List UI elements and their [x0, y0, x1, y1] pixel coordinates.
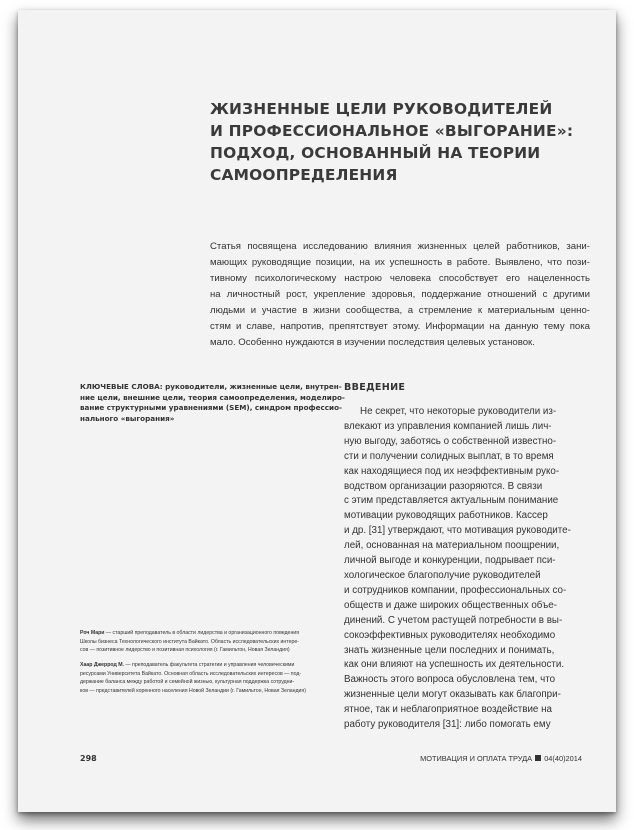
- journal-name: МОТИВАЦИЯ И ОПЛАТА ТРУДА: [420, 754, 533, 763]
- keywords-line: нального «выгорания»: [80, 413, 175, 423]
- article-title: [210, 98, 574, 186]
- keywords: [80, 382, 345, 424]
- body-line: Важность этого вопроса обусловлена тем, что: [344, 674, 556, 686]
- author-line: сов — позитивное лидерство и позитивная психология (г. Гамильтон, Новая Зеландия): [80, 647, 290, 654]
- author-note-2: [80, 661, 332, 695]
- section-heading: ВВЕДЕНИЕ: [344, 382, 406, 393]
- abstract-line: мало. Особенно нуждаются в изучении последствия целевых установок.: [210, 337, 535, 348]
- body-line: сти и получении солидных выплат, в то время: [344, 450, 554, 462]
- document-page: [18, 10, 616, 812]
- author-note-1: [80, 629, 332, 655]
- abstract-line: людьми и участие в жизни сообщества, а стремление к материальным ценно-: [210, 305, 590, 316]
- author-line: Школы бизнеса Технологического института Вайкато. Область исследовательских интере-: [80, 638, 299, 645]
- body-line: хологическое благополучие руководителей: [344, 569, 541, 581]
- page-number: 298: [80, 754, 97, 763]
- author-line: держание баланса между работой и семейной жизнью, культурная поддержка сотрудни-: [80, 679, 295, 686]
- title-line: ПОДХОД, ОСНОВАННЫЙ НА ТЕОРИИ: [210, 144, 541, 162]
- author-name: Хаар Джеррод М.: [80, 662, 124, 668]
- body-line: и сотрудников компании, профессиональных со-: [344, 584, 567, 596]
- body-line: водством организации разоряются. В связи: [344, 480, 543, 492]
- body-line: жизненные цели могут оказывать как благопри-: [344, 689, 561, 701]
- body-line: лей, основанная на материальном поощрении,: [344, 540, 560, 552]
- body-line: сокоэффективных руководителях необходимо: [344, 629, 556, 641]
- body-line: ную выгоду, заботясь о собственной известно-: [344, 435, 557, 447]
- body-line: динений. С учетом растущей потребности в вы-: [344, 614, 563, 626]
- title-line: САМООПРЕДЕЛЕНИЯ: [210, 166, 398, 184]
- title-line: ЖИЗНЕННЫЕ ЦЕЛИ РУКОВОДИТЕЛЕЙ: [210, 100, 553, 118]
- keywords-line: ние цели, внешние цели, теория самоопределения, моделиро-: [80, 392, 345, 402]
- author-name: Роч Мари: [80, 630, 105, 636]
- author-line: [80, 629, 332, 638]
- body-line: как находящиеся под их неэффективным руко-: [344, 465, 560, 477]
- author-bio: — преподаватель факультета стратегии и управления человеческими: [123, 662, 295, 668]
- body-text: [344, 405, 586, 733]
- author-line: [80, 661, 332, 670]
- author-line: ков — представителей коренного населения Новой Зеландии (г. Гамильтон, Новая Зеландия): [80, 687, 306, 694]
- title-line: И ПРОФЕССИОНАЛЬНОЕ «ВЫГОРАНИЕ»:: [210, 122, 574, 140]
- abstract-line: тивному психологическому настрою человека способствует его нацеленность: [210, 273, 590, 284]
- abstract-line: Статья посвящена исследованию влияния жизненных целей работников, зани-: [210, 241, 590, 252]
- issue-number: 04(40)2014: [544, 754, 582, 763]
- abstract: [210, 239, 590, 351]
- body-line: с этим представляется актуальным понимание: [344, 495, 559, 507]
- abstract-line: на личностный рост, укрепление здоровья, поддержание отношений с другими: [210, 289, 590, 300]
- keywords-line: вание структурными уравнениями (SEM), синдром профессио-: [80, 403, 342, 413]
- body-line: ятное, так и неблагоприятное воздействие на: [344, 704, 552, 716]
- body-line: обществ и даже широких общественных объе-: [344, 599, 557, 611]
- body-line: работу руководителя [31]: либо помогать ему: [344, 719, 551, 731]
- square-separator-icon: [535, 755, 541, 761]
- abstract-line: стям и славе, напротив, препятствует этому. Информации на данную тему пока: [210, 321, 590, 332]
- author-bio: — старший преподаватель в области лидерства и организационного поведения: [104, 630, 300, 636]
- body-line: влекают из управления компанией лишь лич-: [344, 420, 552, 432]
- abstract-line: мающих руководящие позиции, на их успешность в работе. Выявлено, что пози-: [210, 257, 590, 268]
- body-line: Не секрет, что некоторые руководители из-: [360, 406, 557, 417]
- body-line: как они влияют на успешность их деятельности.: [344, 659, 565, 671]
- body-line: знать жизненные цели последних и понимать,: [344, 644, 555, 656]
- running-footer: [420, 754, 582, 763]
- body-line: и др. [31] утверждают, что мотивация руководите-: [344, 525, 571, 537]
- keywords-line: КЛЮЧЕВЫЕ СЛОВА: руководители, жизненные цели, внутрен-: [80, 382, 342, 391]
- body-line: мотивации руководящих работников. Кассер: [344, 510, 548, 522]
- author-line: ресурсами Университета Вайкато. Основная область исследовательских интересов — под-: [80, 670, 302, 677]
- body-line: личной выгоде и конкуренции, подрывает пси-: [344, 555, 556, 567]
